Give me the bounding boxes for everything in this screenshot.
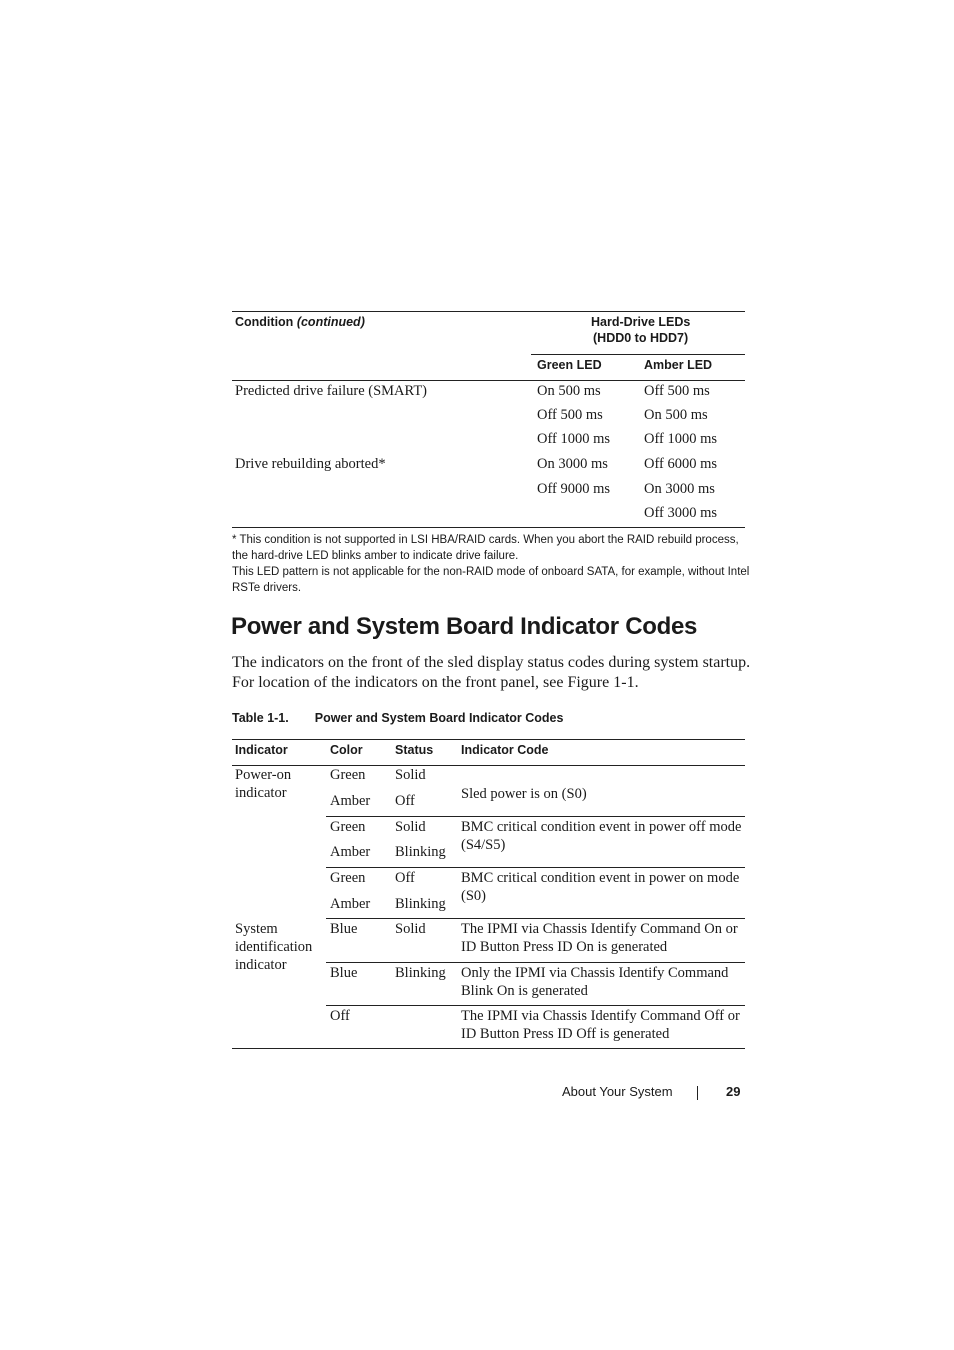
green-cell: Off 1000 ms [537, 431, 611, 447]
color-cell: Green [330, 767, 366, 783]
code-cell: BMC critical condition event in power on mode (S0) [461, 870, 740, 904]
table2-top-rule [232, 739, 745, 740]
green-cell: On 500 ms [537, 383, 601, 399]
green-cell: Off 500 ms [537, 407, 603, 423]
color-cell: Blue [330, 965, 358, 981]
amber-cell: Off 500 ms [644, 383, 710, 399]
code-cell: BMC critical condition event in power off mode (S4/S5) [461, 819, 742, 853]
color-cell: Amber [330, 896, 371, 912]
header-color: Color [330, 743, 363, 757]
footer-chapter-title: About Your System [562, 1084, 673, 1099]
amber-cell: Off 1000 ms [644, 431, 718, 447]
amber-cell: Off 6000 ms [644, 456, 718, 472]
group-rule [326, 918, 745, 919]
code-cell: Sled power is on (S0) [461, 786, 587, 802]
code-cell: The IPMI via Chassis Identify Command Off or ID Button Press ID Off is generated [461, 1008, 740, 1042]
header-hdd-line1: Hard-Drive LEDs [591, 315, 691, 329]
status-cell: Solid [395, 819, 426, 835]
status-cell: Blinking [395, 844, 446, 860]
group-rule [326, 962, 745, 963]
green-cell: On 3000 ms [537, 456, 608, 472]
condition-cell: Drive rebuilding aborted* [235, 456, 386, 472]
condition-cell: Predicted drive failure (SMART) [235, 383, 428, 399]
color-cell: Green [330, 819, 366, 835]
footer-separator [697, 1086, 698, 1100]
status-cell: Solid [395, 921, 426, 937]
header-green-led: Green LED [537, 358, 602, 372]
header-indicator-code: Indicator Code [461, 743, 549, 757]
page-number: 29 [726, 1084, 741, 1099]
footnote-2: This LED pattern is not applicable for the non-RAID mode of onboard SATA, for example, without Intel RSTe drivers. [232, 566, 750, 594]
section-heading: Power and System Board Indicator Codes [231, 613, 698, 640]
status-cell: Blinking [395, 896, 446, 912]
intro-paragraph: The indicators on the front of the sled display status codes during system startup. For location of the indicators on the front panel, see Figure 1-1. [232, 654, 751, 691]
header-condition: Condition (continued) [235, 315, 365, 329]
indicator-cell-system-id: System identification indicator [235, 921, 313, 973]
table-caption-title: Power and System Board Indicator Codes [314, 711, 564, 725]
table-caption-number: Table 1-1. [232, 711, 289, 725]
color-cell: Amber [330, 793, 371, 809]
header-status: Status [395, 743, 434, 757]
header-hdd-line2: (HDD0 to HDD7) [593, 331, 689, 345]
table-caption [232, 711, 563, 725]
status-cell: Off [395, 793, 415, 809]
code-cell: The IPMI via Chassis Identify Command On or ID Button Press ID On is generated [461, 921, 738, 955]
table-cont-header-rule [232, 380, 745, 381]
table-cont-top-rule [232, 311, 745, 312]
status-cell: Solid [395, 767, 426, 783]
indicator-cell-power-on: Power-on indicator [235, 767, 292, 801]
table-cont-bottom-rule [232, 527, 745, 528]
status-cell: Blinking [395, 965, 446, 981]
status-cell: Off [395, 870, 415, 886]
color-cell: Blue [330, 921, 358, 937]
amber-cell: Off 3000 ms [644, 505, 718, 521]
color-cell: Amber [330, 844, 371, 860]
footnote-1: * This condition is not supported in LSI HBA/RAID cards. When you abort the RAID rebuild process, the hard-drive LED blinks amber to indicate drive failure. [232, 534, 739, 562]
color-cell: Off [330, 1008, 350, 1024]
table-cont-sub-rule [531, 354, 745, 355]
group-rule [326, 1005, 745, 1006]
amber-cell: On 3000 ms [644, 481, 715, 497]
header-indicator: Indicator [235, 743, 288, 757]
green-cell: Off 9000 ms [537, 481, 611, 497]
group-rule [326, 816, 745, 817]
header-amber-led: Amber LED [644, 358, 713, 372]
amber-cell: On 500 ms [644, 407, 708, 423]
group-rule [326, 867, 745, 868]
table2-bottom-rule [232, 1048, 745, 1049]
code-cell: Only the IPMI via Chassis Identify Command Blink On is generated [461, 965, 729, 999]
color-cell: Green [330, 870, 366, 886]
